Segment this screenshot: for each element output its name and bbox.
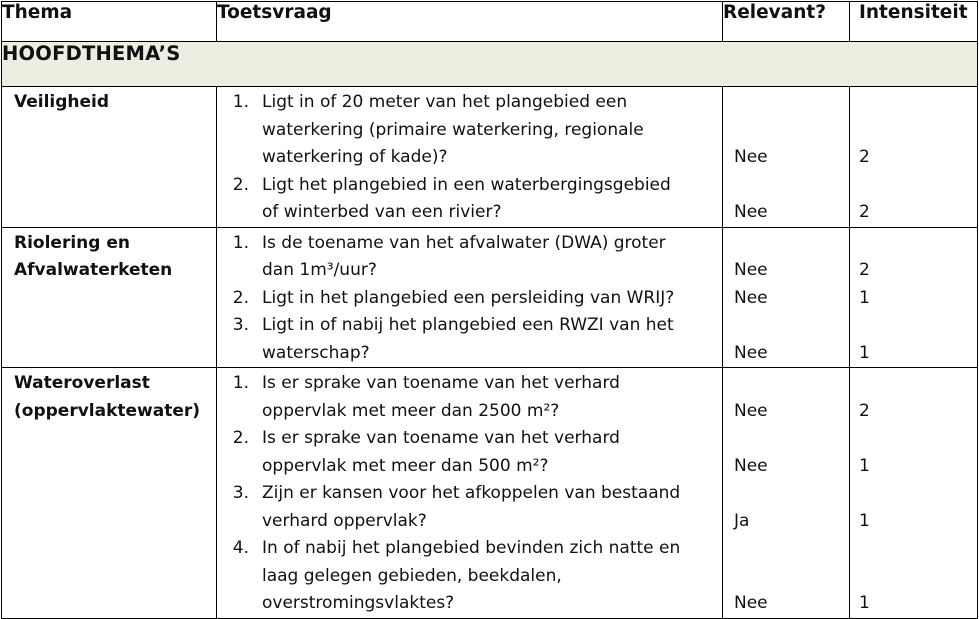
question-line: Is de toename van het afvalwater (DWA) groter (262, 232, 666, 253)
header-relevant: Relevant? (723, 2, 850, 42)
question-line: of winterbed van een rivier? (262, 202, 502, 222)
question-number: 4. (232, 538, 249, 558)
question-line: Zijn er kansen voor het afkoppelen van bestaand (262, 483, 681, 503)
theme-label: Riolering en (14, 232, 130, 253)
question-number: 2. (232, 428, 249, 448)
water-test-table (1, 1, 978, 619)
intensity-value: 2 (859, 202, 870, 222)
relevant-value: Nee (734, 400, 768, 421)
header-intensiteit: Intensiteit (850, 2, 978, 42)
relevant-value: Nee (734, 260, 768, 280)
theme-label: (oppervlaktewater) (14, 400, 201, 421)
question-line: In of nabij het plangebied bevinden zich natte en (262, 538, 681, 558)
relevant-value: Nee (734, 147, 768, 167)
relevant-value: Nee (734, 455, 768, 476)
question-text (262, 480, 716, 535)
question-number: 2. (232, 287, 249, 308)
theme-label: Wateroverlast (14, 373, 150, 393)
relevant-cell (723, 368, 850, 619)
section-row (2, 42, 978, 87)
question-line: laag gelegen gebieden, beekdalen, (262, 565, 562, 586)
intensity-value: 2 (859, 260, 870, 280)
question-item (217, 425, 716, 480)
question-line: dan 1m³/uur? (262, 260, 377, 280)
intensity-value: 1 (859, 455, 870, 476)
relevant-value: Nee (734, 342, 768, 363)
theme-cell (2, 227, 217, 368)
table-row (2, 368, 978, 619)
intensity-cell (850, 227, 978, 368)
intensity-cell (850, 368, 978, 619)
question-line: verhard oppervlak? (262, 510, 427, 531)
intensity-cell (850, 87, 978, 228)
question-item (217, 285, 716, 313)
question-number: 1. (232, 373, 249, 393)
header-row (2, 2, 978, 42)
question-line: Ligt het plangebied in een waterbergingsgebied (262, 174, 671, 195)
intensity-value: 1 (859, 342, 870, 363)
question-text (262, 312, 716, 367)
header-thema: Thema (2, 2, 217, 42)
question-item (217, 312, 716, 367)
question-text (262, 230, 716, 285)
intensity-value: 1 (859, 510, 870, 531)
question-line: overstromingsvlaktes? (262, 593, 455, 613)
question-text (262, 89, 716, 172)
question-text (262, 285, 716, 313)
table-row (2, 87, 978, 228)
relevant-value: Nee (734, 287, 768, 308)
question-number: 3. (232, 315, 249, 335)
question-line: Ligt in of 20 meter van het plangebied een (262, 92, 628, 112)
question-line: oppervlak met meer dan 500 m²? (262, 455, 549, 476)
relevant-cell (723, 87, 850, 228)
question-text (262, 425, 716, 480)
question-item (217, 230, 716, 285)
question-item (217, 370, 716, 425)
question-number: 1. (232, 92, 249, 112)
theme-label: Veiligheid (14, 92, 110, 112)
question-line: waterkering of kade)? (262, 147, 448, 167)
section-title: HOOFDTHEMA’S (2, 42, 978, 87)
question-line: Is er sprake van toename van het verhard (262, 373, 620, 393)
relevant-value: Ja (734, 510, 750, 531)
question-line: Ligt in of nabij het plangebied een RWZI van het (262, 315, 674, 335)
question-line: waterkering (primaire waterkering, regionale (262, 119, 644, 140)
theme-cell (2, 87, 217, 228)
question-line: Is er sprake van toename van het verhard (262, 428, 620, 448)
intensity-value: 2 (859, 400, 870, 421)
relevant-value: Nee (734, 593, 768, 613)
relevant-value: Nee (734, 202, 768, 222)
questions-cell (217, 87, 723, 228)
intensity-value: 2 (859, 147, 870, 167)
questions-cell (217, 368, 723, 619)
theme-cell (2, 368, 217, 619)
questions-cell (217, 227, 723, 368)
question-item (217, 89, 716, 172)
question-item (217, 172, 716, 227)
question-number: 3. (232, 483, 249, 503)
question-line: oppervlak met meer dan 2500 m²? (262, 400, 560, 421)
question-text (262, 172, 716, 227)
question-item (217, 535, 716, 618)
question-number: 2. (232, 174, 249, 195)
table-row (2, 227, 978, 368)
intensity-value: 1 (859, 287, 870, 308)
header-toetsvraag: Toetsvraag (217, 2, 723, 42)
theme-label: Afvalwaterketen (14, 260, 173, 280)
question-line: Ligt in het plangebied een persleiding van WRIJ? (262, 287, 675, 308)
intensity-value: 1 (859, 593, 870, 613)
relevant-cell (723, 227, 850, 368)
question-item (217, 480, 716, 535)
question-text (262, 370, 716, 425)
question-line: waterschap? (262, 342, 370, 363)
question-text (262, 535, 716, 618)
question-number: 1. (232, 232, 249, 253)
